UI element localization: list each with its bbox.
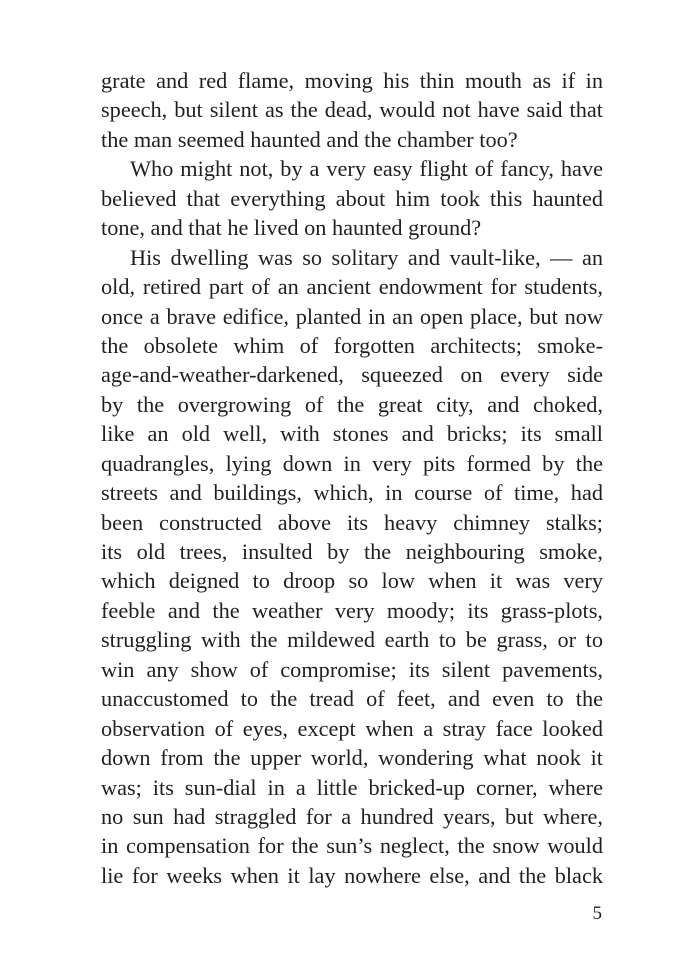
text-line: tone, and that he lived on haunted ground? bbox=[101, 215, 482, 241]
text-line: in compensation for the sun’s neglect, the snow would bbox=[101, 833, 603, 859]
text-line: quadrangles, lying down in very pits formed by the bbox=[101, 450, 603, 476]
text-line: observation of eyes, except when a stray face looked bbox=[101, 715, 603, 741]
text-line: down from the upper world, wondering what nook it bbox=[101, 745, 603, 771]
text-line: win any show of compromise; its silent pavements, bbox=[101, 656, 603, 682]
text-line: His dwelling was so solitary and vault-like, — an bbox=[130, 244, 603, 270]
text-line: like an old well, with stones and bricks; its small bbox=[101, 421, 603, 447]
text-line: the man seemed haunted and the chamber too? bbox=[101, 126, 518, 152]
text-line: old, retired part of an ancient endowment for students, bbox=[101, 274, 603, 300]
text-line: streets and buildings, which, in course of time, had bbox=[101, 480, 603, 506]
body-text bbox=[101, 66, 603, 890]
text-line: its old trees, insulted by the neighbouring smoke, bbox=[101, 539, 603, 564]
paragraph bbox=[101, 154, 603, 242]
paragraph bbox=[101, 66, 603, 154]
paragraph bbox=[101, 243, 603, 891]
text-line: Who might not, by a very easy flight of fancy, have bbox=[130, 156, 603, 182]
text-line: the obsolete whim of forgotten architects; smoke- bbox=[101, 332, 603, 358]
text-line: age-and-weather-darkened, squeezed on every side bbox=[101, 362, 603, 388]
text-line: struggling with the mildewed earth to be grass, or to bbox=[101, 627, 603, 653]
text-line: which deigned to droop so low when it was very bbox=[101, 568, 603, 594]
text-line: unaccustomed to the tread of feet, and even to the bbox=[101, 686, 603, 712]
text-line: lie for weeks when it lay nowhere else, and the black bbox=[101, 862, 603, 888]
text-line: feeble and the weather very moody; its grass-plots, bbox=[101, 597, 603, 623]
text-line: been constructed above its heavy chimney stalks; bbox=[101, 509, 603, 535]
text-line: speech, but silent as the dead, would not have said that bbox=[101, 97, 603, 123]
text-line: once a brave edifice, planted in an open place, but now bbox=[101, 303, 603, 329]
text-line: no sun had straggled for a hundred years, but where, bbox=[101, 803, 603, 829]
text-line: believed that everything about him took this haunted bbox=[101, 185, 603, 211]
text-line: by the overgrowing of the great city, and choked, bbox=[101, 391, 603, 417]
page-number: 5 bbox=[592, 903, 602, 924]
text-line: grate and red flame, moving his thin mouth as if in bbox=[101, 68, 603, 93]
text-line: was; its sun-dial in a little bricked-up corner, where bbox=[101, 774, 603, 800]
